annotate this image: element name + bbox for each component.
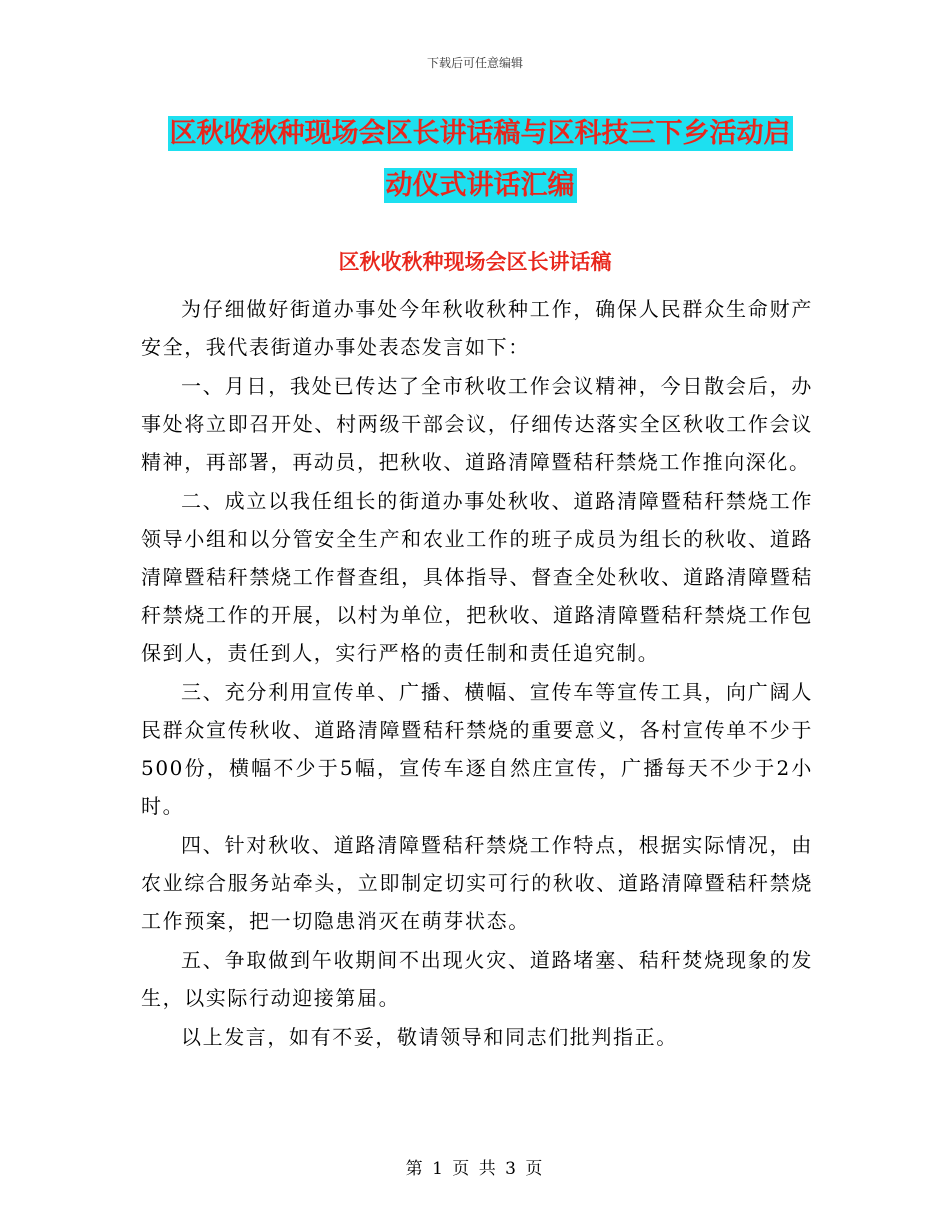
- paragraph: 四、针对秋收、道路清障暨秸秆禁烧工作特点，根据实际情况，由农业综合服务站牵头，立即制定切实可行的秋收、道路清障暨秸秆禁烧工作预案，把一切隐患消灭在萌芽状态。: [141, 833, 813, 933]
- section-title: 区秋收秋种现场会区长讲话稿: [338, 250, 612, 274]
- paragraph: 为仔细做好街道办事处今年秋收秋种工作，确保人民群众生命财产安全，我代表街道办事处表态发言如下：: [141, 297, 813, 359]
- title-line-2: 动仪式讲话汇编: [385, 170, 575, 201]
- paragraph: 三、充分利用宣传单、广播、横幅、宣传车等宣传工具，向广阔人民群众宣传秋收、道路清障暨秸秆禁烧的重要意义，各村宣传单不少于500份，横幅不少于5幅，宣传车逐自然庄宣传，广播每天不少于2小时。: [141, 680, 813, 818]
- body-text: [141, 290, 813, 1057]
- paragraph: 一、月日，我处已传达了全市秋收工作会议精神，今日散会后，办事处将立即召开处、村两级干部会议，仔细传达落实全区秋收工作会议精神，再部署，再动员，把秋收、道路清障暨秸秆禁烧工作推向深化。: [141, 374, 813, 474]
- document-title: [140, 108, 820, 212]
- paragraph: 以上发言，如有不妥，敬请领导和同志们批判指正。: [181, 1025, 678, 1049]
- page-number-footer: 第 1 页 共 3 页: [405, 1159, 545, 1179]
- paragraph: 五、争取做到午收期间不出现火灾、道路堵塞、秸秆焚烧现象的发生，以实际行动迎接第届。: [141, 948, 813, 1010]
- header-note: 下载后可任意编辑: [426, 56, 523, 70]
- paragraph: 二、成立以我任组长的街道办事处秋收、道路清障暨秸秆禁烧工作领导小组和以分管安全生产和农业工作的班子成员为组长的秋收、道路清障暨秸秆禁烧工作督查组，具体指导、督查全处秋收、道路清障暨秸秆禁烧工作的开展，以村为单位，把秋收、道路清障暨秸秆禁烧工作包保到人，责任到人，实行严格的责任制和责任追究制。: [141, 489, 813, 665]
- title-line-1: 区秋收秋种现场会区长讲话稿与区科技三下乡活动启: [169, 118, 791, 149]
